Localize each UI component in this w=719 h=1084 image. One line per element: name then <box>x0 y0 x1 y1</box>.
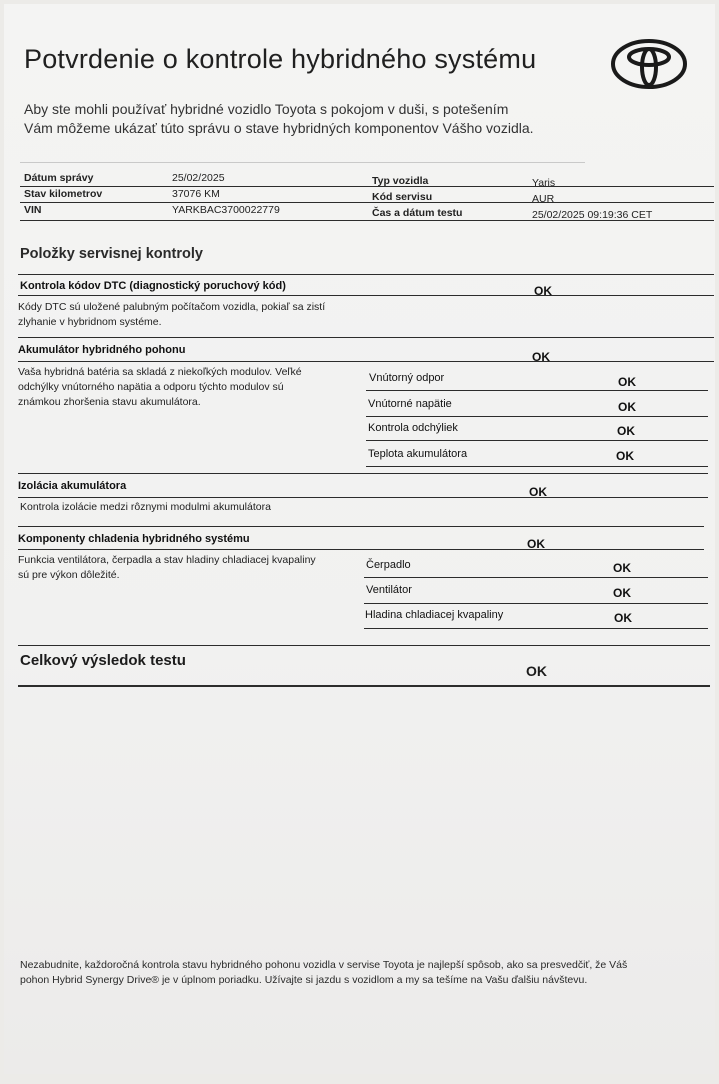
battery-item-result: OK <box>616 449 634 463</box>
desc-line: známkou zhoršenia stavu akumulátora. <box>18 396 201 408</box>
service-code-value: AUR <box>532 193 555 205</box>
divider <box>364 577 708 578</box>
divider <box>18 274 714 275</box>
battery-item-label: Teplota akumulátora <box>368 448 468 460</box>
divider <box>18 473 708 474</box>
divider <box>20 220 714 221</box>
dtc-title: Kontrola kódov DTC (diagnostický poruchový kód) <box>20 280 286 292</box>
divider <box>366 440 708 441</box>
mileage-value: 37076 KM <box>172 188 220 200</box>
battery-item-label: Kontrola odchýliek <box>368 422 458 434</box>
cooling-item-label: Čerpadlo <box>366 559 411 571</box>
intro-text <box>24 100 624 138</box>
divider <box>18 361 714 362</box>
divider <box>18 497 708 498</box>
date-label: Dátum správy <box>24 172 94 184</box>
desc-line: Kódy DTC sú uložené palubným počítačom vozidla, pokiaľ sa zistí <box>18 301 326 313</box>
insulation-description: Kontrola izolácie medzi rôznymi modulmi akumulátora <box>20 501 271 513</box>
report-page <box>4 4 715 1074</box>
vehicle-type-value: Yaris <box>532 177 556 189</box>
battery-result: OK <box>532 350 550 364</box>
desc-line: sú pre výkon dôležité. <box>18 569 120 581</box>
divider <box>366 416 708 417</box>
test-time-value: 25/02/2025 09:19:36 CET <box>532 209 653 221</box>
vin-value: YARKBAC3700022779 <box>172 204 280 216</box>
dtc-description <box>18 300 378 330</box>
divider <box>364 628 708 629</box>
cooling-title: Komponenty chladenia hybridného systému <box>18 533 250 545</box>
cooling-item-label: Ventilátor <box>366 584 412 596</box>
date-value: 25/02/2025 <box>172 172 225 184</box>
service-code-label: Kód servisu <box>372 191 433 203</box>
desc-line: odchýlky vnútorného napätia a odporu týchto modulov sú <box>18 381 284 393</box>
divider <box>18 685 710 687</box>
cooling-result: OK <box>527 537 545 551</box>
divider <box>20 186 714 187</box>
cooling-item-result: OK <box>613 561 631 575</box>
divider <box>366 390 708 391</box>
battery-item-result: OK <box>617 424 635 438</box>
battery-description <box>18 365 363 410</box>
intro-line: Vám môžeme ukázať túto správu o stave hybridných komponentov Vášho vozidla. <box>24 120 534 136</box>
footer-line: pohon Hybrid Synergy Drive® je v úplnom poriadku. Užívajte si jazdu s vozidlom a my sa tešíme na Vašu ďalšiu návštevu. <box>20 974 588 986</box>
divider <box>18 526 704 527</box>
divider <box>18 645 710 646</box>
divider <box>364 603 708 604</box>
toyota-logo-icon <box>610 38 688 90</box>
battery-item-result: OK <box>618 375 636 389</box>
battery-item-label: Vnútorný odpor <box>369 372 445 384</box>
divider <box>20 202 714 203</box>
cooling-item-result: OK <box>613 586 631 600</box>
divider <box>366 466 708 467</box>
battery-item-result: OK <box>618 400 636 414</box>
cooling-item-result: OK <box>614 611 632 625</box>
divider <box>20 162 585 163</box>
total-label: Celkový výsledok testu <box>20 652 186 669</box>
insulation-title: Izolácia akumulátora <box>18 480 127 492</box>
page-title: Potvrdenie o kontrole hybridného systému <box>24 44 537 74</box>
total-result: OK <box>526 663 547 679</box>
insulation-result: OK <box>529 485 547 499</box>
footer-note <box>20 958 700 988</box>
test-time-label: Čas a dátum testu <box>372 207 463 219</box>
dtc-result: OK <box>534 284 552 298</box>
section-title: Položky servisnej kontroly <box>20 246 203 262</box>
divider <box>18 549 704 550</box>
battery-title: Akumulátor hybridného pohonu <box>18 344 186 356</box>
desc-line: Vaša hybridná batéria sa skladá z niekoľkých modulov. Veľké <box>18 366 302 378</box>
cooling-item-label: Hladina chladiacej kvapaliny <box>365 609 504 621</box>
mileage-label: Stav kilometrov <box>24 188 103 200</box>
battery-item-label: Vnútorné napätie <box>368 398 452 410</box>
vin-label: VIN <box>24 204 42 216</box>
cooling-description <box>18 553 363 583</box>
footer-line: Nezabudnite, každoročná kontrola stavu hybridného pohonu vozidla v servise Toyota je najlepší spôsob, ako sa presvedčiť, že Váš <box>20 959 628 971</box>
vehicle-type-label: Typ vozidla <box>372 175 429 187</box>
desc-line: zlyhanie v hybridnom systéme. <box>18 316 162 328</box>
desc-line: Funkcia ventilátora, čerpadla a stav hladiny chladiacej kvapaliny <box>18 554 316 566</box>
intro-line: Aby ste mohli používať hybridné vozidlo Toyota s pokojom v duši, s potešením <box>24 101 509 117</box>
divider <box>18 295 714 296</box>
divider <box>18 337 714 338</box>
